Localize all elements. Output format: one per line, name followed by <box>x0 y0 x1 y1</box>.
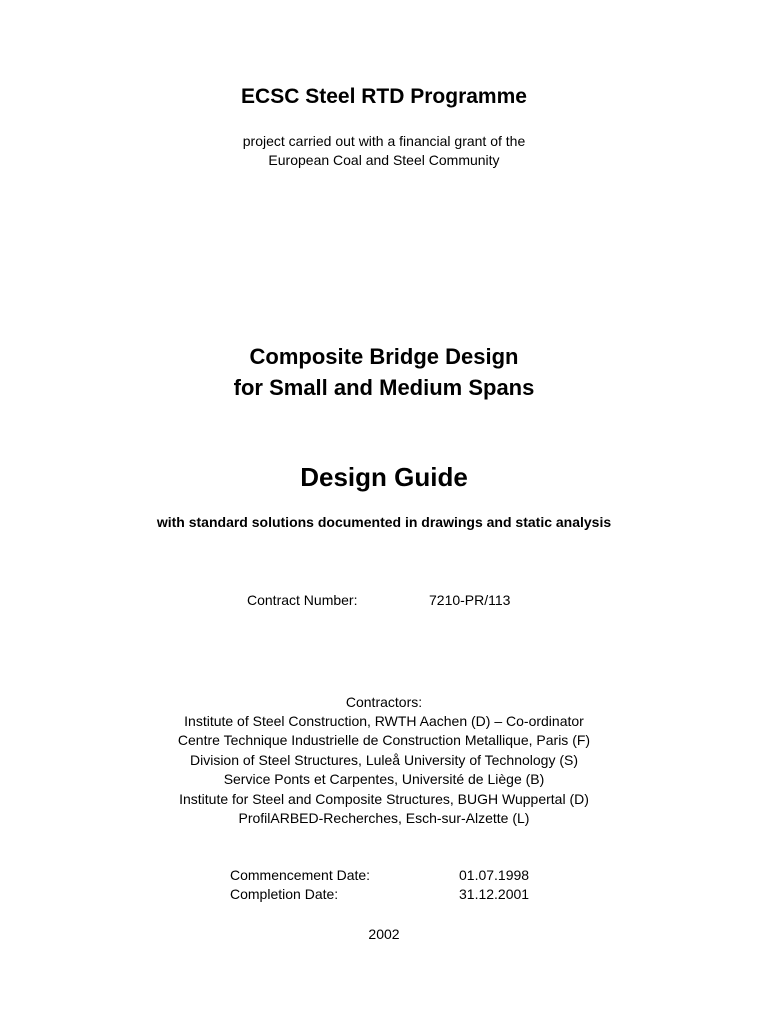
contractors-list <box>0 712 768 828</box>
programme-title: ECSC Steel RTD Programme <box>241 85 527 108</box>
document-title-line-2: for Small and Medium Spans <box>233 375 535 400</box>
commencement-date-label: Commencement Date: <box>230 867 371 883</box>
completion-date-value: 31.12.2001 <box>459 886 530 902</box>
commencement-date-value: 01.07.1998 <box>459 867 530 883</box>
contractor-item: Division of Steel Structures, Luleå University of Technology (S) <box>189 751 579 768</box>
contract-number-label: Contract Number: <box>247 592 358 608</box>
publication-year: 2002 <box>368 926 400 942</box>
contractor-item: Service Ponts et Carpentes, Université de Liège (B) <box>223 771 545 788</box>
contractors-heading: Contractors: <box>345 694 423 710</box>
contractor-item: Institute of Steel Construction, RWTH Aachen (D) – Co-ordinator <box>184 713 584 729</box>
guide-title: Design Guide <box>300 462 468 492</box>
completion-date-label: Completion Date: <box>230 886 339 902</box>
contractor-item: Centre Technique Industrielle de Construction Metallique, Paris (F) <box>177 732 591 749</box>
guide-subtitle: with standard solutions documented in drawings and static analysis <box>156 514 612 530</box>
document-title-line-1: Composite Bridge Design <box>249 344 519 369</box>
contractor-item: Institute for Steel and Composite Structures, BUGH Wuppertal (D) <box>179 790 589 807</box>
contractor-item: ProfilARBED-Recherches, Esch-sur-Alzette (L) <box>238 810 530 827</box>
contract-number-value: 7210-PR/113 <box>429 592 511 608</box>
grant-line-2: European Coal and Steel Community <box>268 152 500 168</box>
grant-line-1: project carried out with a financial grant of the <box>242 133 526 149</box>
